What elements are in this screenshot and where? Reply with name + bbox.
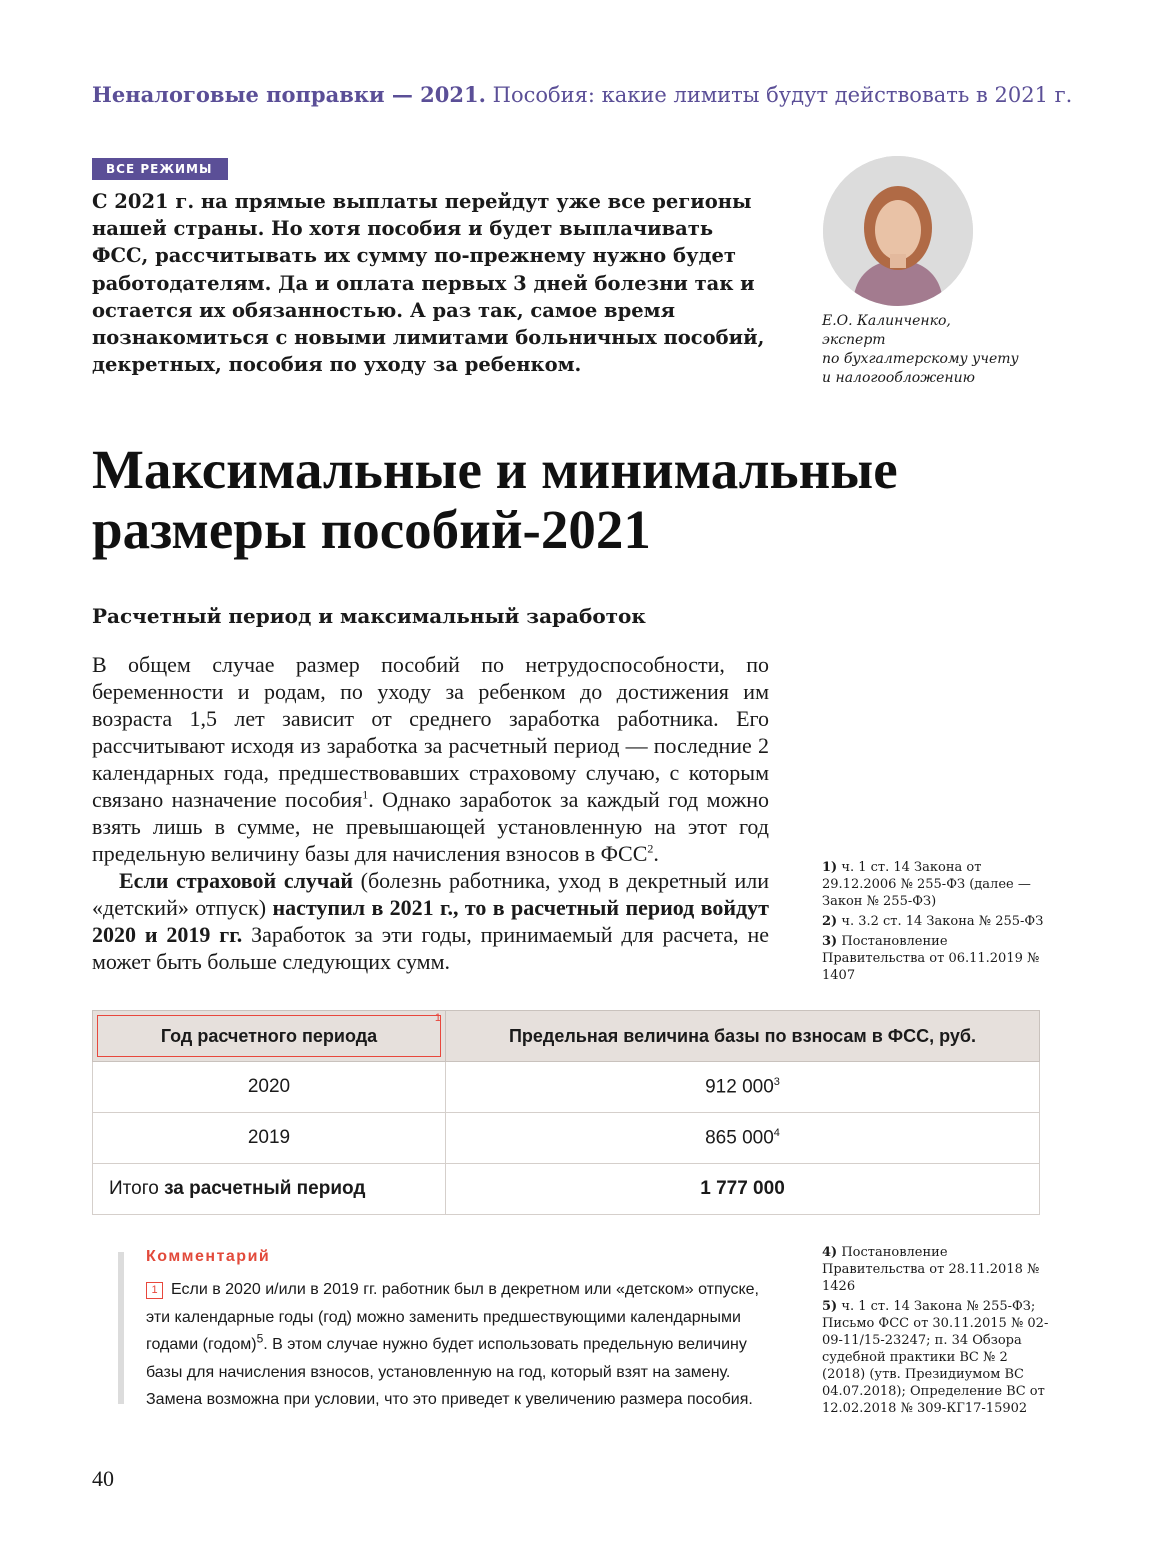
footnote-item	[822, 1298, 1052, 1417]
footnote-num: 1)	[822, 860, 838, 875]
footnote-ref-2: 2	[647, 841, 654, 856]
total-value: 1 777 000	[700, 1178, 785, 1199]
footnote-item	[822, 933, 1052, 984]
author-portrait-icon	[823, 156, 973, 306]
footnote-num: 4)	[822, 1245, 838, 1260]
author-role-1: эксперт	[822, 332, 886, 348]
lead-paragraph: С 2021 г. на прямые выплаты перейдут уже все регионы нашей страны. Но хотя пособия и будет выплачивать ФСС, рассчитывать их сумму по-прежнему нужно будет работодателям. Да и оплата первых 3 дней болезни так и остается их обязанностью. А раз так, самое время познакомиться с новыми лимитами больничных пособий, декретных, пособия по уходу за ребенком.	[92, 190, 765, 377]
author-caption	[822, 312, 1042, 388]
comment-marker-box	[97, 1015, 441, 1057]
comment-marker-number: 1	[434, 1012, 441, 1024]
para2-text-2: Заработок за эти годы, принимаемый для расчета, не может быть больше следующих сумм.	[92, 922, 769, 974]
footnote-num: 5)	[822, 1299, 838, 1314]
footnote-num: 3)	[822, 934, 838, 949]
comment-footnote-ref: 5	[256, 1331, 264, 1346]
table-cell-year: 2019	[93, 1113, 446, 1164]
page-title: Максимальные и минимальные размеры пособий-2021	[92, 439, 898, 560]
para2-bold-1: Если страховой случай	[119, 868, 354, 893]
footnote-item	[822, 1244, 1052, 1295]
table-cell-year: 2020	[93, 1062, 446, 1113]
comment-side-bar	[118, 1252, 124, 1404]
comment-title: Комментарий	[146, 1248, 271, 1265]
table-total-row	[93, 1164, 1040, 1215]
author-name: Е.О. Калинченко,	[822, 313, 951, 329]
table-header-row	[93, 1011, 1040, 1062]
running-header	[92, 82, 1072, 107]
author-role-3: и налогообложению	[822, 370, 975, 386]
table-header-year-label: Год расчетного периода	[160, 1025, 378, 1046]
footnotes-top	[822, 859, 1052, 987]
mode-tag: ВСЕ РЕЖИМЫ	[92, 158, 228, 180]
header-rubric: Неналоговые поправки — 2021.	[92, 82, 486, 107]
table-cell-value	[446, 1062, 1040, 1113]
total-label-bold: за расчетный период	[164, 1178, 366, 1199]
comment-text-2: . В этом случае нужно будет использовать предельную величину базы для начисления взносов, установленную на год, который взят на замену. Замена возможна при условии, что это приведет к увеличению размера пособия.	[146, 1336, 753, 1408]
table-row	[93, 1062, 1040, 1113]
footnote-text: ч. 3.2 ст. 14 Закона № 255-ФЗ	[841, 914, 1044, 929]
table-header-limit: Предельная величина базы по взносам в ФСС, руб.	[446, 1011, 1040, 1062]
footnote-item	[822, 913, 1052, 930]
body-paragraph-2	[92, 867, 769, 975]
footnote-text: ч. 1 ст. 14 Закона № 255-ФЗ; Письмо ФСС от 30.11.2015 № 02-09-11/15-23247; п. 34 Обзора судебной практики ВС № 2 (2018) (утв. Президиумом ВС 04.07.2018); Определение ВС от 12.02.2018 № 309-КГ17-15902	[822, 1299, 1049, 1416]
limits-table	[92, 1010, 1040, 1215]
footnote-text: Постановление Правительства от 28.11.2018 № 1426	[822, 1245, 1040, 1294]
total-label-plain: Итого	[109, 1178, 165, 1199]
table-value: 865 000	[705, 1127, 774, 1149]
comment-body	[146, 1276, 776, 1414]
comment-text-1: Если в 2020 и/или в 2019 гг. работник был в декретном или «детском» отпуске, эти календарные годы (год) можно заменить предшествующими календарными годами (годом)	[146, 1281, 759, 1353]
table-header-year	[93, 1011, 446, 1062]
footnote-text: ч. 1 ст. 14 Закона от 29.12.2006 № 255-ФЗ (далее — Закон № 255-ФЗ)	[822, 860, 1031, 909]
table-cell-value	[446, 1113, 1040, 1164]
table-row	[93, 1113, 1040, 1164]
table-footnote-ref: 4	[773, 1126, 780, 1139]
table-footnote-ref: 3	[773, 1075, 780, 1088]
author-role-2: по бухгалтерскому учету	[822, 351, 1019, 367]
footnote-num: 2)	[822, 914, 838, 929]
para1-text: В общем случае размер пособий по нетрудоспособности, по беременности и родам, по уходу за ребенком до достижения им возраста 1,5 лет зависит от среднего заработка работника. Его рассчитывают исходя из заработка за расчетный период — последние 2 календарных года, предшествовавших страховому случаю, с которым связано назначение пособия	[92, 652, 769, 812]
footnote-ref-1: 1	[362, 787, 369, 802]
table-total-value	[446, 1164, 1040, 1215]
footnote-item	[822, 859, 1052, 910]
body-paragraph-1	[92, 651, 769, 867]
table-value: 912 000	[705, 1076, 774, 1098]
table-total-label	[93, 1164, 446, 1215]
para1-end: .	[653, 841, 659, 866]
para1-text-2: . Однако заработок за каждый год можно взять лишь в сумме, не превышающей установленную на этот год предельную величину базы для начисления взносов в ФСС	[92, 787, 769, 866]
header-article: Пособия: какие лимиты будут действовать в 2021 г.	[492, 83, 1073, 107]
comment-number-badge: 1	[146, 1282, 163, 1299]
footnote-text: Постановление Правительства от 06.11.2019 № 1407	[822, 934, 1040, 983]
author-photo	[823, 156, 973, 306]
footnotes-bottom	[822, 1244, 1052, 1420]
para2-bold-2: наступил в 2021 г., то в расчетный период войдут 2020 и 2019 гг.	[92, 895, 769, 947]
para2-text-1: (болезнь работника, уход в декретный или «детский» отпуск)	[92, 868, 769, 920]
page-number: 40	[92, 1466, 114, 1491]
section-heading: Расчетный период и максимальный заработок	[92, 604, 646, 628]
